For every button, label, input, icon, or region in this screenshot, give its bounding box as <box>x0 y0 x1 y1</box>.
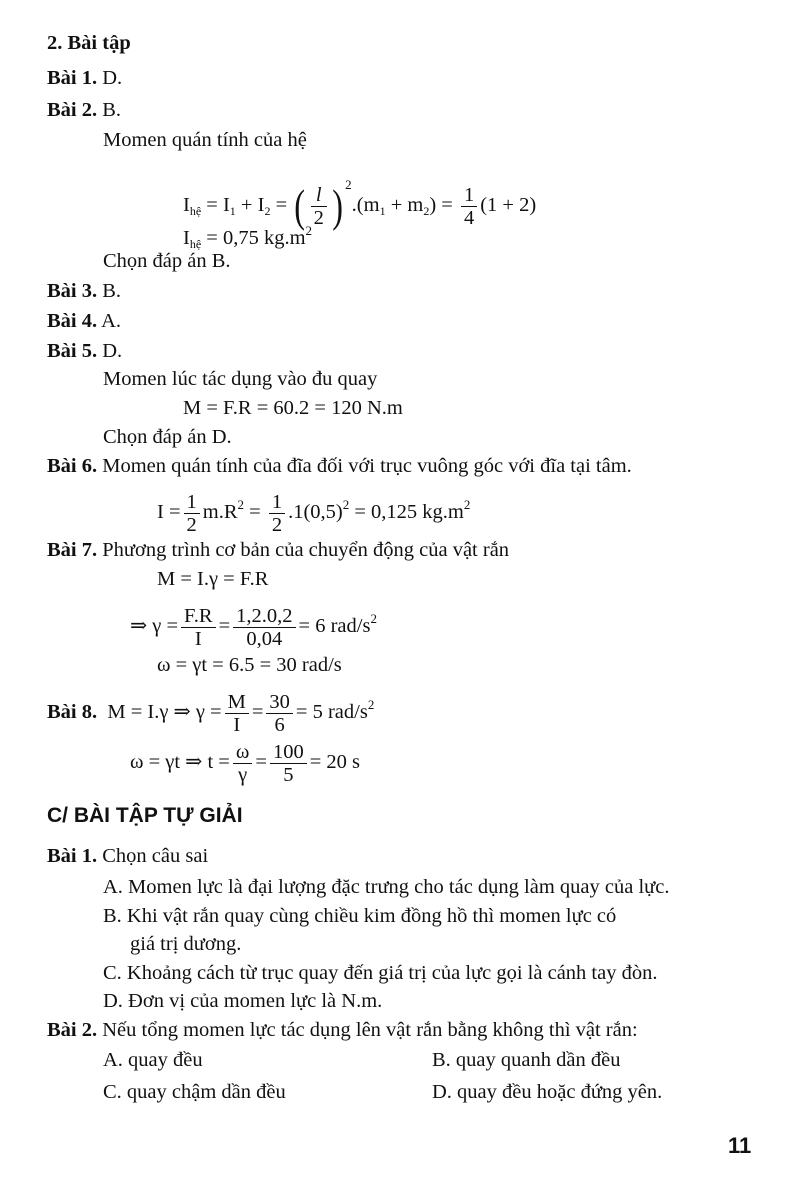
exercise-1-option-c: C. Khoảng cách từ trục quay đến giá trị của lực gọi là cánh tay đòn. <box>103 962 658 984</box>
exercise-1-option-b-cont: giá trị dương. <box>130 933 242 955</box>
exercise-text: Chọn câu sai <box>102 845 209 867</box>
answer-5-choose: Chọn đáp án D. <box>103 426 232 448</box>
exercise-1-option-a: A. Momen lực là đại lượng đặc trưng cho tác dụng làm quay của lực. <box>103 876 670 898</box>
exercise-label: Bài 2. <box>47 1019 98 1041</box>
exercise-1-option-b: B. Khi vật rắn quay cùng chiều kim đồng hồ thì momen lực có <box>103 905 617 927</box>
answer-5-intro: Momen lúc tác dụng vào đu quay <box>103 368 378 390</box>
answer-5 <box>47 338 122 364</box>
answer-label: Bài 2. <box>47 99 98 121</box>
answer-label: Bài 6. <box>47 455 98 477</box>
answer-label: Bài 8. <box>47 701 98 723</box>
answer-7-line-3: ω = γt = 6.5 = 30 rad/s <box>157 654 342 676</box>
exercise-text: Nếu tổng momen lực tác dụng lên vật rắn bằng không thì vật rắn: <box>102 1019 638 1041</box>
answer-label: Bài 1. <box>47 67 98 89</box>
page-number: 11 <box>728 1133 752 1158</box>
answer-label: Bài 3. <box>47 280 98 302</box>
answer-6 <box>47 453 632 479</box>
answer-text: D. <box>102 340 123 362</box>
answer-6-formula: I = $\frac{1}{2}$ $m.R^2$ = $\frac{1}{2}$ $.1(0,5)^2 = 0,125$ $kg.m^2$ <box>157 490 471 536</box>
exercise-label: Bài 1. <box>47 845 98 867</box>
answer-text: D. <box>102 67 123 89</box>
self-practice-heading: C/ BÀI TẬP TỰ GIẢI <box>47 804 243 827</box>
exercise-2-option-a: A. quay đều <box>103 1049 203 1071</box>
answer-2-formula-1: $I_{hệ} = I_1 + I_2$ = ( $\frac{l}{2}$ ) $^2.(m_1 + m_2)$ = $\frac{1}{4}$ (1 + 2) <box>183 177 537 232</box>
answer-2-intro: Momen quán tính của hệ <box>103 129 307 151</box>
section-title: 2. Bài tập <box>47 32 131 54</box>
exercise-1 <box>47 843 208 869</box>
answer-text: Momen quán tính của đĩa đối với trục vuông góc với đĩa tại tâm. <box>102 455 632 477</box>
answer-label: Bài 4. <box>47 310 98 332</box>
answer-text: B. <box>102 280 122 302</box>
answer-text: B. <box>102 99 122 121</box>
answer-4 <box>47 308 121 334</box>
answer-2-formula-2: $I_{hệ} = 0,75$ $kg.m^2$ <box>183 223 313 251</box>
answer-8-line-2: ω = γt ⇒ t = $\frac{\omega}{\gamma}$ = $\frac{100}{5}$ = 20 s <box>130 740 360 786</box>
answer-text: Phương trình cơ bản của chuyển động của vật rắn <box>102 539 510 561</box>
answer-7-line-1: M = I.γ = F.R <box>157 568 269 590</box>
answer-2 <box>47 97 121 123</box>
exercise-2-option-d: D. quay đều hoặc đứng yên. <box>432 1081 663 1103</box>
exercise-2-option-b: B. quay quanh dần đều <box>432 1049 621 1071</box>
answer-7 <box>47 537 509 563</box>
answer-7-line-2: ⇒ γ = $\frac{F.R}{I}$ = $\frac{1,2.0,2}{0,04}$ = 6 rad/$s^2$ <box>130 604 377 650</box>
answer-3 <box>47 278 121 304</box>
answer-1 <box>47 65 122 91</box>
answer-5-formula: M = F.R = 60.2 = 120 N.m <box>183 397 403 419</box>
exercise-1-option-d: D. Đơn vị của momen lực là N.m. <box>103 990 383 1012</box>
answer-text: A. <box>101 310 122 332</box>
answer-label: Bài 5. <box>47 340 98 362</box>
answer-2-choose: Chọn đáp án B. <box>103 250 231 272</box>
exercise-2-option-c: C. quay chậm dần đều <box>103 1081 286 1103</box>
answer-8-line-1: Bài 8. M = I.γ ⇒ γ = $\frac{M}{I}$ = $\frac{30}{6}$ = 5 rad/$s^2$ <box>47 690 375 736</box>
answer-label: Bài 7. <box>47 539 98 561</box>
exercise-2 <box>47 1017 638 1043</box>
